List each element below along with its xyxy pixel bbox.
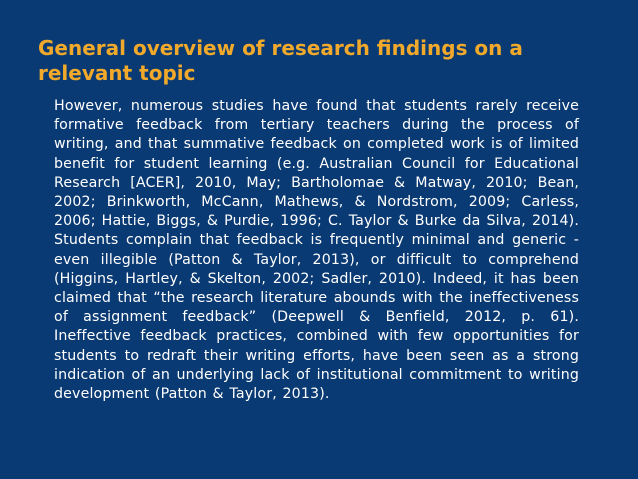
slide-title: General overview of research findings on a relevant topic <box>38 36 523 85</box>
slide-body-text: However, numerous studies have found that students rarely receive formative feedback from tertiary teachers during the process of writing, and that summative feedback on completed work is of limited benefit for student learning (e.g. Australian Council for Educational Research [ACER], 2010, May; Bartholomae & Matway, 2010; Bean, 2002; Brinkworth, McCann, Mathews, & Nordstrom, 2009; Carless, 2006; Hattie, Biggs, & Purdie, 1996; C. Taylor & Burke da Silva, 2014). Students complain that feedback is frequently minimal and generic - even illegible (Patton & Taylor, 2013), or difficult to comprehend (Higgins, Hartley, & Skelton, 2002; Sadler, 2010). Indeed, it has been claimed that “the research literature abounds with the ineffectiveness of assignment feedback” (Deepwell & Benfield, 2012, p. 61). Ineffective feedback practices, combined with few opportunities for students to redraft their writing efforts, have been seen as a strong indication of an underlying lack of institutional commitment to writing development (Patton & Taylor, 2013). <box>54 98 579 403</box>
